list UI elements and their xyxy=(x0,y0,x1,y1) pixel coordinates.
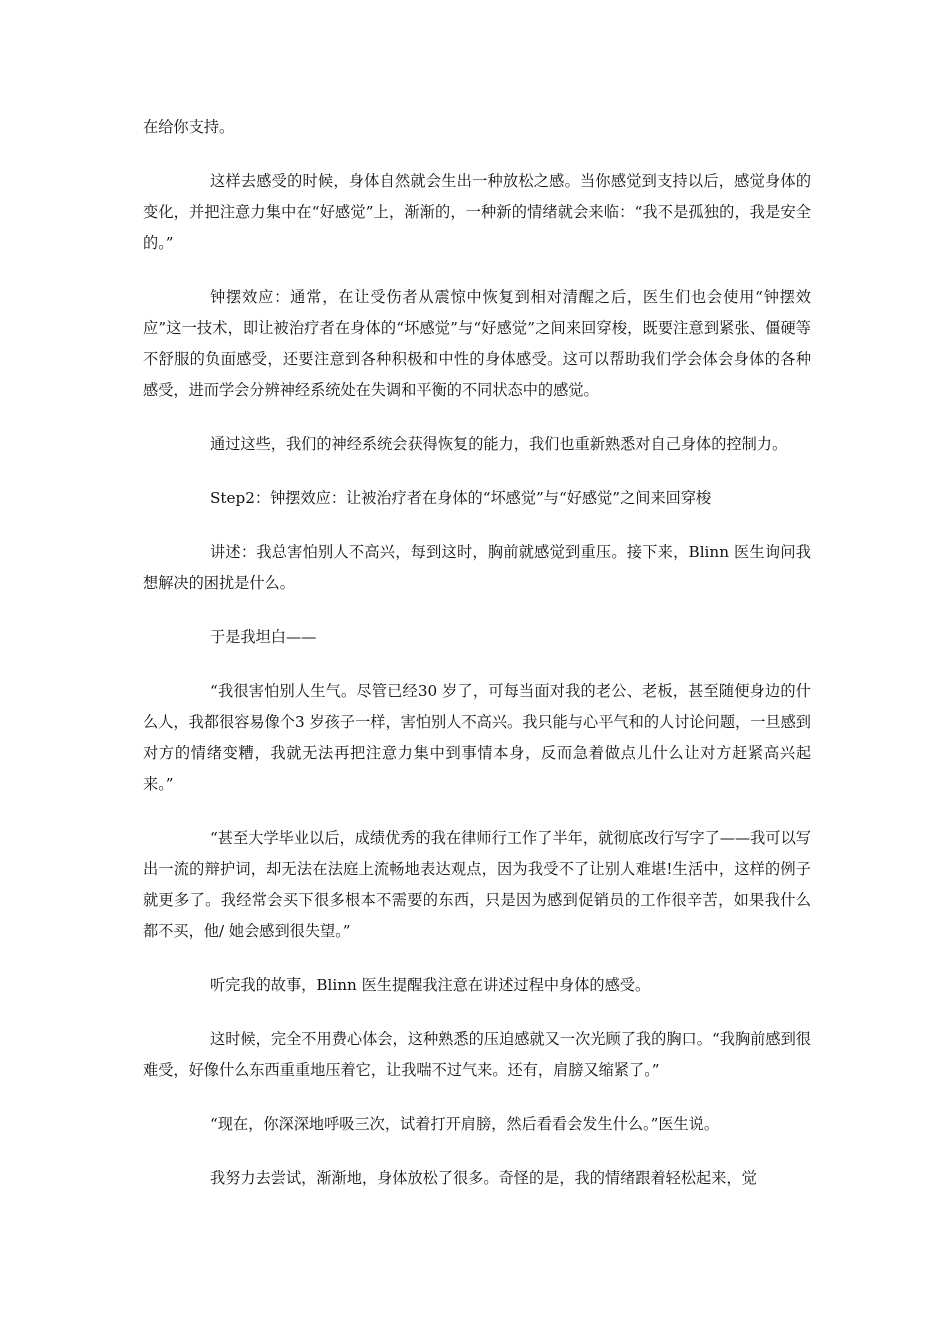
paragraph-pendulum-effect: 钟摆效应：通常，在让受伤者从震惊中恢复到相对清醒之后，医生们也会使用“钟摆效应”这一技术，即让被治疗者在身体的“坏感觉”与“好感觉”之间来回穿梭，既要注意到紧张、僵硬等不舒服的负面感受，还要注意到各种积极和中性的身体感受。这可以帮助我们学会体会身体的各种感受，进而学会分辨神经系统处在失调和平衡的不同状态中的感觉。 xyxy=(143,288,811,399)
paragraph-confession-intro: 于是我坦白—— xyxy=(210,628,317,646)
document-body xyxy=(143,112,811,1217)
paragraph-recovery: 通过这些，我们的神经系统会获得恢复的能力，我们也重新熟悉对自己身体的控制力。 xyxy=(210,435,788,453)
paragraph-career-change: “甚至大学毕业以后，成绩优秀的我在律师行工作了半年，就彻底改行写字了——我可以写出一流的辩护词，却无法在法庭上流畅地表达观点，因为我受不了让别人难堪!生活中，这样的例子就更多了。我经常会买下很多根本不需要的东西，只是因为感到促销员的工作很辛苦，如果我什么都不买，他/ 她会感到很失望。” xyxy=(143,829,811,940)
paragraph-fear-of-anger: “我很害怕别人生气。尽管已经30 岁了，可每当面对我的老公、老板，甚至随便身边的什么人，我都很容易像个3 岁孩子一样，害怕别人不高兴。我只能与心平气和的人讨论问题，一旦感到对方的情绪变糟，我就无法再把注意力集中到事情本身，反而急着做点儿什么让对方赶紧高兴起来。” xyxy=(143,682,811,793)
paragraph-relaxation: 这样去感受的时候，身体自然就会生出一种放松之感。当你感觉到支持以后，感觉身体的变化，并把注意力集中在“好感觉”上，渐渐的，一种新的情绪就会来临：“我不是孤独的，我是安全的。” xyxy=(143,172,811,252)
paragraph-narration: 讲述：我总害怕别人不高兴，每到这时，胸前就感觉到重压。接下来，Blinn 医生询问我想解决的困扰是什么。 xyxy=(143,543,811,592)
paragraph-doctor-reminder: 听完我的故事，Blinn 医生提醒我注意在讲述过程中身体的感受。 xyxy=(210,976,651,994)
paragraph-relief: 我努力去尝试，渐渐地，身体放松了很多。奇怪的是，我的情绪跟着轻松起来，觉 xyxy=(210,1169,757,1187)
paragraph-continuation: 在给你支持。 xyxy=(143,118,235,136)
paragraph-step-2-heading: Step2：钟摆效应：让被治疗者在身体的“坏感觉”与“好感觉”之间来回穿梭 xyxy=(210,489,712,507)
paragraph-breathing-instruction: “现在，你深深地呼吸三次，试着打开肩膀，然后看看会发生什么。”医生说。 xyxy=(210,1115,720,1133)
paragraph-chest-pressure: 这时候，完全不用费心体会，这种熟悉的压迫感就又一次光顾了我的胸口。“我胸前感到很难受，好像什么东西重重地压着它，让我喘不过气来。还有，肩膀又缩紧了。” xyxy=(143,1030,811,1079)
